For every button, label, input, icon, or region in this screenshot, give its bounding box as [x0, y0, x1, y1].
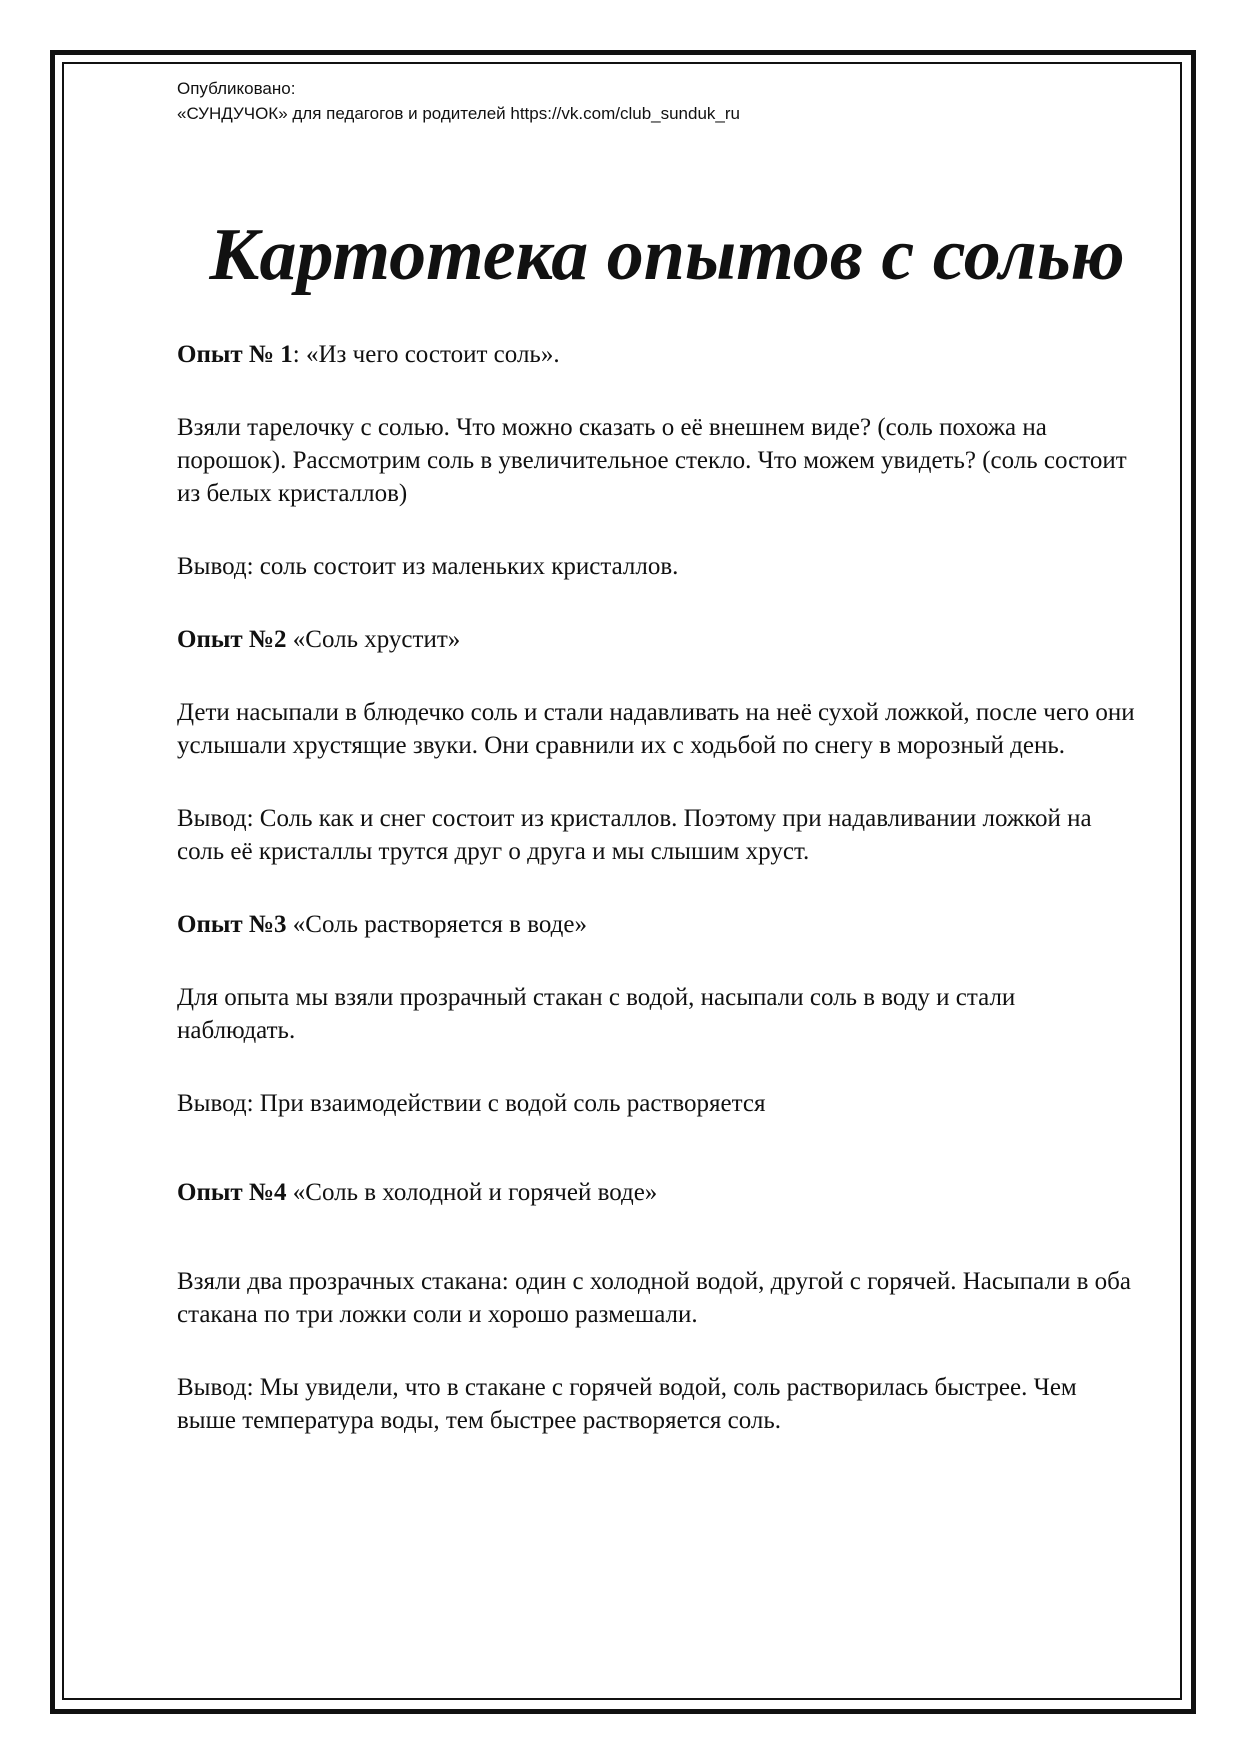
published-label: Опубликовано:: [177, 79, 296, 98]
experiment-2-description: Дети насыпали в блюдечко соль и стали надавливать на неё сухой ложкой, после чего они услышали хрустящие звуки. Они сравнили их с ходьбой по снегу в морозный день.: [177, 699, 1135, 759]
experiment-4-conclusion: Вывод: Мы увидели, что в стакане с горячей водой, соль растворилась быстрее. Чем выше температура воды, тем быстрее растворяется соль.: [177, 1374, 1077, 1434]
experiment-2-conclusion: Вывод: Соль как и снег состоит из кристаллов. Поэтому при надавливании ложкой на соль её кристаллы трутся друг о друга и мы слышим хруст.: [177, 805, 1092, 865]
experiment-1-heading: [177, 338, 1137, 371]
experiment-4-heading: [177, 1176, 1137, 1209]
experiment-3-label: Опыт №3: [177, 911, 287, 938]
experiment-1-description: Взяли тарелочку с солью. Что можно сказать о её внешнем виде? (соль похожа на порошок). Рассмотрим соль в увеличительное стекло. Что можем увидеть? (соль состоит из белых кристаллов): [177, 414, 1127, 507]
experiment-1-label: Опыт № 1: [177, 341, 293, 368]
experiment-2-label: Опыт №2: [177, 626, 287, 653]
experiment-3-name: «Соль растворяется в воде»: [286, 911, 587, 938]
experiment-1-name: : «Из чего состоит соль».: [292, 341, 560, 368]
experiment-3-description: Для опыта мы взяли прозрачный стакан с водой, насыпали соль в воду и стали наблюдать.: [177, 984, 1016, 1044]
experiment-4-name: «Соль в холодной и горячей воде»: [286, 1179, 658, 1206]
experiment-2-name: «Соль хрустит»: [286, 626, 461, 653]
experiment-3-conclusion: Вывод: При взаимодействии с водой соль растворяется: [177, 1090, 766, 1117]
document-title: Картотека опытов с солью: [209, 214, 1125, 296]
experiment-4-description: Взяли два прозрачных стакана: один с холодной водой, другой с горячей. Насыпали в оба стакана по три ложки соли и хорошо размешали.: [177, 1268, 1131, 1328]
experiment-4-label: Опыт №4: [177, 1179, 287, 1206]
experiment-1-conclusion: Вывод: соль состоит из маленьких кристаллов.: [177, 553, 679, 580]
experiment-3-heading: [177, 908, 1137, 941]
document-content: [177, 76, 1137, 1437]
published-source: «СУНДУЧОК» для педагогов и родителей https://vk.com/club_sunduk_ru: [177, 104, 740, 123]
experiment-2-heading: [177, 623, 1137, 656]
